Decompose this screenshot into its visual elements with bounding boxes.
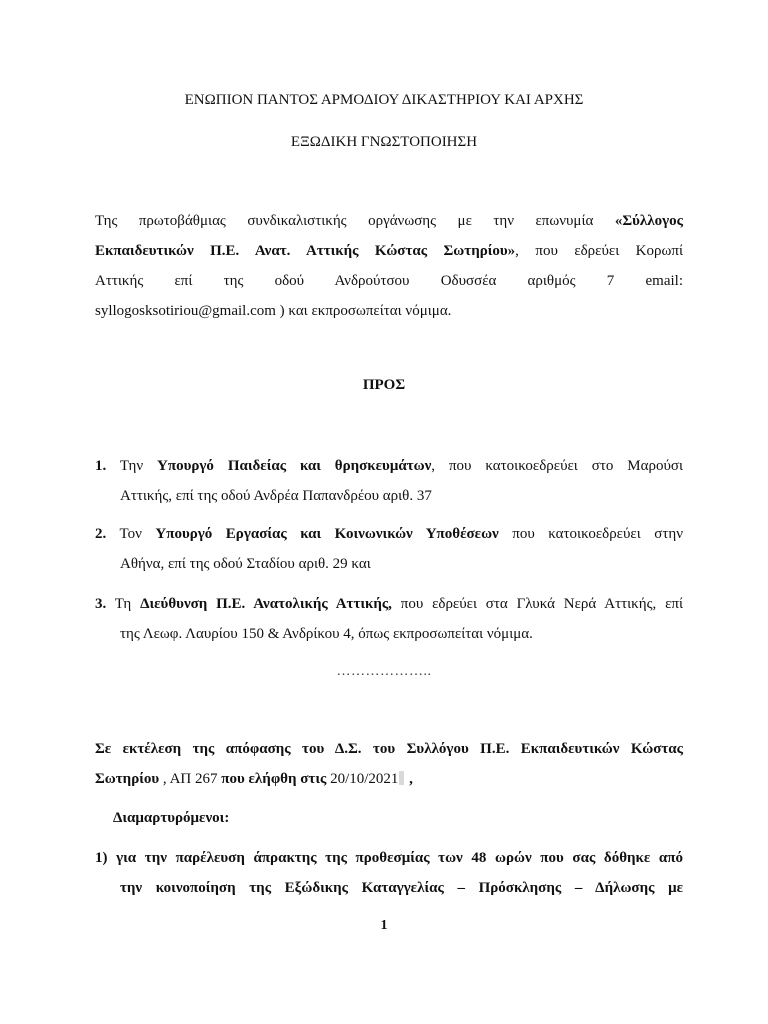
protesting-label: Διαμαρτυρόμενοι: <box>113 810 230 826</box>
intro-line-2: Εκπαιδευτικών Π.Ε. Ανατ. Αττικής Κώστας Σωτηρίου», που εδρεύει Κορωπί <box>95 243 683 259</box>
execution-line-1: Σε εκτέλεση της απόφασης του Δ.Σ. του Συλλόγου Π.Ε. Εκπαιδευτικών Κώστας <box>95 741 683 757</box>
execution-line-2: Σωτηρίου , ΑΠ 267 που ελήφθη στις 20/10/2021 , <box>95 771 413 787</box>
document-title: ΕΞΩΔΙΚΗ ΓΝΩΣΤΟΠΟΙΗΣΗ <box>290 134 478 150</box>
court-heading: ΕΝΩΠΙΟΝ ΠΑΝΤΟΣ ΑΡΜΟΔΙΟΥ ΔΙΚΑΣΤΗΡΙΟΥ ΚΑΙ ΑΡΧΗΣ <box>184 92 584 108</box>
intro-line-1: Της πρωτοβάθμιας συνδικαλιστικής οργάνωσης με την επωνυμία «Σύλλογος <box>95 213 683 229</box>
page-number: 1 <box>380 918 388 933</box>
execution-paragraph <box>95 734 683 794</box>
intro-paragraph <box>95 206 683 326</box>
recipient-item-3: 3. Τη Διεύθυνση Π.Ε. Ανατολικής Αττικής, που εδρεύει στα Γλυκά Νερά Αττικής, επί της Λεωφ. Λαυρίου 150 & Ανδρίκου 4, όπως εκπροσωπείται νόμιμα. <box>95 596 684 642</box>
intro-line-4: syllogosksotiriou@gmail.com ) και εκπροσωπείται νόμιμα. <box>95 303 452 319</box>
to-heading: ΠΡΟΣ <box>362 377 406 393</box>
recipient-item-1: 1. Την Υπουργό Παιδείας και θρησκευμάτων, που κατοικοεδρεύει στο Μαρούσι Αττικής, επί της οδού Ανδρέα Παπανδρέου αριθ. 37 <box>95 458 683 504</box>
intro-line-3: Αττικής επί της οδού Ανδρούτσου Οδυσσέα αριθμός 7 email: <box>95 273 683 289</box>
recipient-item-2: 2. Τον Υπουργό Εργασίας και Κοινωνικών Υποθέσεων που κατοικοεδρεύει στην Αθήνα, επί της οδού Σταδίου αριθ. 29 και <box>95 526 683 572</box>
protest-point-1: 1) για την παρέλευση άπρακτης της προθεσμίας των 48 ωρών που σας δόθηκε από την κοινοποίηση της Εξώδικης Καταγγελίας – Πρόσκλησης – Δήλωσης με <box>95 850 683 896</box>
separator-dots: ……………….. <box>336 664 432 679</box>
text-cursor-mark <box>399 771 404 785</box>
